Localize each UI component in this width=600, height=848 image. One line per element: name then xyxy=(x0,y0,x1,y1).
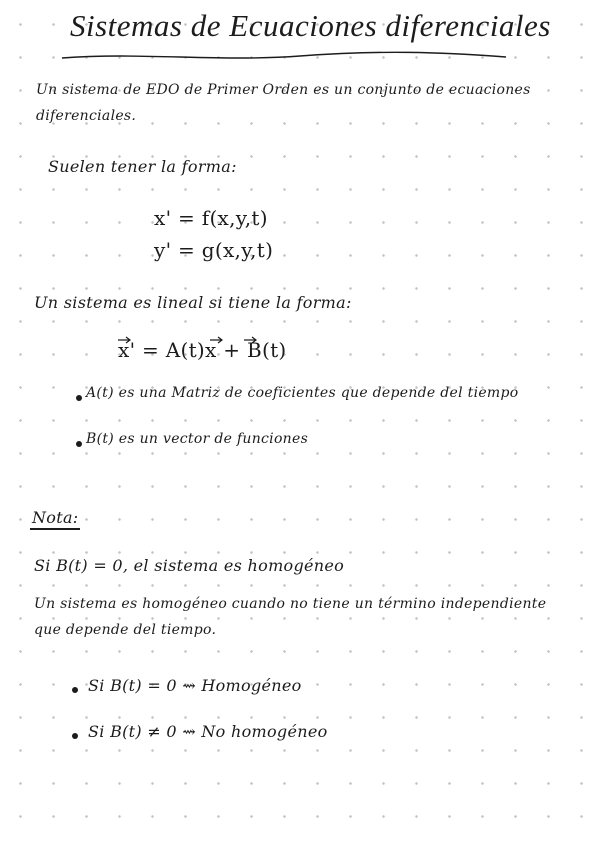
case-homogeneous: Si B(t) = 0 ⇝ Homogéneo xyxy=(88,676,302,695)
bullet-dot xyxy=(76,395,82,401)
nota-heading: Nota: xyxy=(32,508,79,527)
vector-arrows xyxy=(116,334,276,348)
nota-underline xyxy=(30,528,80,530)
bullet-dot xyxy=(72,733,78,739)
equation-x: x' = f(x,y,t) xyxy=(154,206,268,230)
intro-line-1: Un sistema de EDO de Primer Orden es un conjunto de ecuaciones xyxy=(36,82,531,98)
homogeneous-definition-1: Un sistema es homogéneo cuando no tiene un término independiente xyxy=(34,596,547,612)
bullet-dot xyxy=(76,441,82,447)
equation-y: y' = g(x,y,t) xyxy=(154,238,274,262)
bullet-matrix: A(t) es una Matriz de coeficientes que depende del tiempo xyxy=(86,385,519,401)
bullet-dot xyxy=(72,687,78,693)
linear-equation: x' = A(t)x + B(t) xyxy=(118,338,287,362)
homogeneous-definition-2: que depende del tiempo. xyxy=(34,622,217,638)
homogeneous-condition: Si B(t) = 0, el sistema es homogéneo xyxy=(34,556,345,575)
intro-line-2: diferenciales. xyxy=(36,108,137,124)
bullet-vector: B(t) es un vector de funciones xyxy=(86,431,309,447)
case-non-homogeneous: Si B(t) ≠ 0 ⇝ No homogéneo xyxy=(88,722,328,741)
lineal-text: Un sistema es lineal si tiene la forma: xyxy=(34,293,352,312)
suelen-text: Suelen tener la forma: xyxy=(48,157,237,176)
title-underline xyxy=(60,50,510,64)
page-title: Sistemas de Ecuaciones diferenciales xyxy=(70,8,551,43)
